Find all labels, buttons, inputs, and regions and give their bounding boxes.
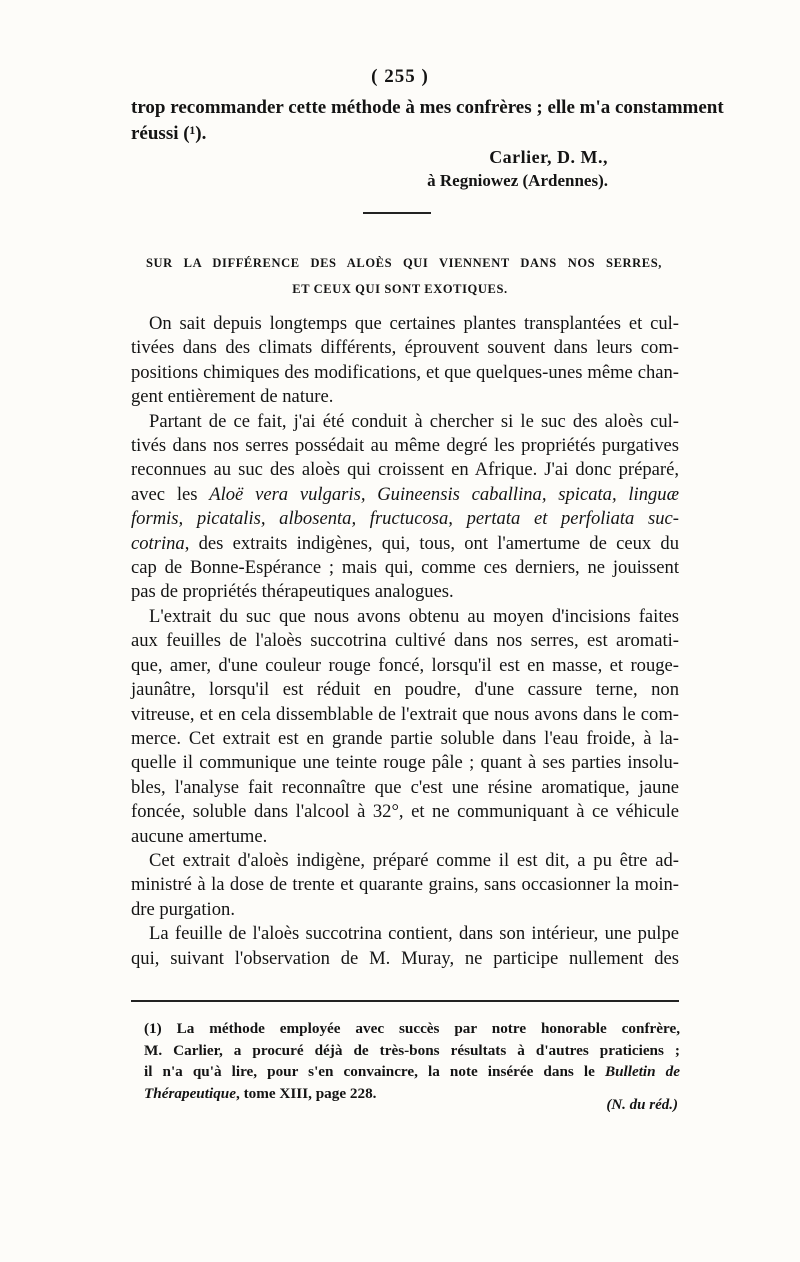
text-line: gent entièrement de nature. [131, 386, 334, 408]
footnote [144, 1018, 680, 1104]
text-line: dre purgation. [131, 898, 235, 920]
article-title-line2: ET CEUX QUI SONT EXOTIQUES. [292, 282, 508, 296]
signature-name: Carlier, D. M., [489, 147, 608, 167]
section-divider [363, 212, 431, 214]
article-body [131, 312, 679, 971]
text-line: L'extrait du suc que nous avons obtenu au moyen d'incisions faites [149, 605, 679, 627]
text-line: que, amer, d'une couleur rouge foncé, lorsqu'il est en masse, et rouge- [131, 654, 679, 676]
footnote-line: M. Carlier, a procuré déjà de très-bons résultats à d'autres praticiens ; [144, 1041, 680, 1059]
species-names: cotrina [131, 532, 185, 554]
text-line: Partant de ce fait, j'ai été conduit à chercher si le suc des aloès cul- [149, 410, 679, 432]
footnote-rule [131, 1000, 679, 1002]
text-line: positions chimiques des modifications, et que quelques-unes même chan- [131, 361, 679, 383]
intro-line: réussi (¹). [131, 123, 207, 144]
text-line [131, 483, 679, 507]
text-line: ministré à la dose de trente et quarante grains, sans occasionner la moin- [131, 874, 679, 896]
page-number: ( 255 ) [371, 66, 429, 87]
text-line: aucune amertume. [131, 825, 268, 847]
text-line: aux feuilles de l'aloès succotrina cultivé dans nos serres, est aromati- [131, 630, 679, 652]
text-line: qui, suivant l'observation de M. Muray, ne participe nullement des [131, 947, 679, 969]
paragraph-2 [131, 410, 679, 605]
text-line: bles, l'analyse fait reconnaître que c'est une résine aromatique, jaune [131, 776, 679, 798]
text-line: La feuille de l'aloès succotrina contient, dans son intérieur, une pulpe [149, 923, 679, 945]
text-line [131, 532, 679, 556]
signature-place: à Regniowez (Ardennes). [427, 171, 608, 190]
text-line: pas de propriétés thérapeutiques analogues. [131, 581, 454, 603]
text-line: merce. Cet extrait est en grande partie soluble dans l'eau froide, à la- [131, 727, 679, 749]
species-names: formis, picatalis, albosenta, fructucosa, pertata et perfoliata suc- [131, 508, 679, 530]
article-title-line1: SUR LA DIFFÉRENCE DES ALOÈS QUI VIENNENT DANS NOS SERRES, [146, 256, 662, 270]
text-line: cap de Bonne-Espérance ; mais qui, comme ces derniers, ne jouissent [131, 557, 679, 579]
text-run: avec les [131, 483, 210, 505]
species-names: Aloë vera vulgaris, Guineensis caballina, spicata, linguæ [209, 483, 679, 505]
text-line: quelle il communique une teinte rouge pâle ; quant à ses parties insolu- [131, 752, 679, 774]
paragraph-5 [131, 922, 679, 971]
footnote-line [144, 1083, 680, 1105]
text-run: il n'a qu'à lire, pour s'en convaincre, la note insérée dans le [144, 1063, 605, 1080]
text-line: foncée, soluble dans l'alcool à 32°, et ne communiquant à ce véhicule [131, 801, 679, 823]
text-line: jaunâtre, lorsqu'il est réduit en poudre, d'une cassure terne, non [131, 679, 679, 701]
paragraph-1 [131, 312, 679, 410]
editor-note: (N. du réd.) [606, 1097, 678, 1113]
text-line: reconnues au suc des aloès qui croissent en Afrique. J'ai donc préparé, [131, 459, 679, 481]
footnote-line [144, 1061, 680, 1083]
footnote-line: (1) La méthode employée avec succès par notre honorable confrère, [144, 1020, 680, 1037]
journal-title: Bulletin de [604, 1063, 680, 1080]
text-line: Cet extrait d'aloès indigène, préparé comme il est dit, a pu être ad- [149, 849, 679, 871]
paragraph-3 [131, 605, 679, 849]
paragraph-4 [131, 849, 679, 922]
text-line: vitreuse, et en cela dissemblable de l'extrait que nous avons dans le com- [131, 703, 679, 725]
text-run: , tome XIII, page 228. [235, 1084, 377, 1102]
text-line: tivées dans des climats différents, éprouvent souvent dans leurs com- [131, 337, 679, 359]
text-line: tivés dans nos serres possédait au même degré les propriétés purgatives [131, 435, 679, 457]
text-line [131, 507, 679, 531]
journal-title: Thérapeutique [144, 1084, 236, 1102]
intro-line: trop recommander cette méthode à mes confrères ; elle m'a constamment [131, 97, 724, 118]
text-line: On sait depuis longtemps que certaines plantes transplantées et cul- [149, 313, 679, 334]
text-run: , des extraits indigènes, qui, tous, ont l'amertume de ceux du [184, 532, 679, 554]
